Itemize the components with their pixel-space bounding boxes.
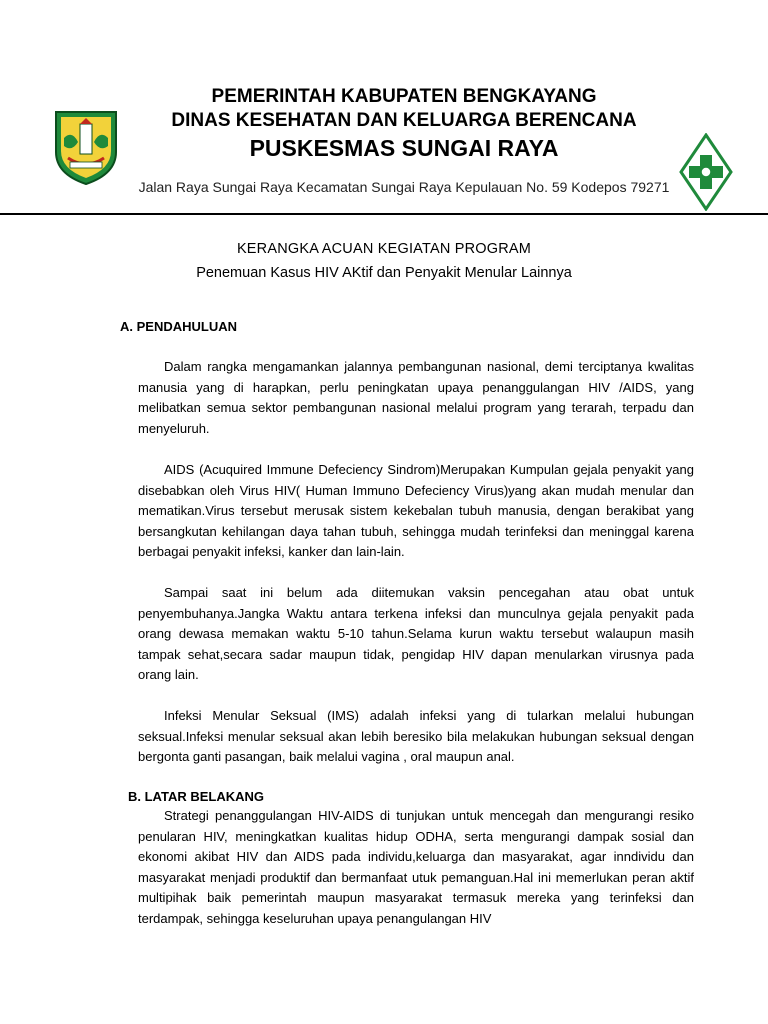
header-divider [0,213,768,215]
paragraph: AIDS (Acuquired Immune Defeciency Sindrom)Merupakan Kumpulan gejala penyakit yang disebabkan oleh Virus HIV( Human Immuno Defeciency Virus)yang akan mudah menular dan mematikan.Virus tersebut merusak sistem kekebalan tubuh manusia, dengan berakibat yang bersangkutan kehilangan daya tahan tubuh, sehingga mudah terinfeksi dan meninggal karena berbagai penyakit infeksi, kanker dan lain-lain. [138,462,694,559]
paragraph: Infeksi Menular Seksual (IMS) adalah infeksi yang di tularkan melalui hubungan seksual.Infeksi menular seksual akan lebih beresiko bila melakukan hubungan seksual dengan bergonta ganti pasangan, baik melalui vagina , oral maupun anal. [138,708,694,764]
paragraph: Strategi penanggulangan HIV-AIDS di tunjukan untuk mencegah dan mengurangi resiko penularan HIV, meningkatkan kualitas hidup ODHA, serta mengurangi dampak sosial dan ekonomi akibat HIV dan AIDS pada individu,keluarga dan masyarakat, agar inndividu dan masyarakat menjadi produktif dan bermanfaat utuk pemanguan.Hal ini memerlukan peran aktif multipihak baik pemerintah maupun masyarakat termasuk mereka yang terinfeksi dan terdampak, sehingga keseluruhan upaya penangulangan HIV [138,808,694,926]
header-puskesmas: PUSKESMAS SUNGAI RAYA [249,135,559,161]
document-title: KERANGKA ACUAN KEGIATAN PROGRAM [236,241,532,257]
header-department: DINAS KESEHATAN DAN KELUARGA BERENCANA [171,110,637,131]
header-government: PEMERINTAH KABUPATEN BENGKAYANG [211,86,597,107]
regency-emblem-logo [52,108,120,186]
document-subtitle: Penemuan Kasus HIV AKtif dan Penyakit Menular Lainnya [196,265,572,281]
paragraph: Sampai saat ini belum ada diitemukan vaksin pencegahan atau obat untuk penyembuhanya.Jangka Waktu antara terkena infeksi dan munculnya gejala penyakit pada orang dewasa memakan waktu 5-10 tahun.Selama kurun waktu tersebut walaupun masih tampak sehat,secara sadar maupun tidak, pengidap HIV dapan menularkan virusnya pada orang lain. [138,585,694,682]
section-heading-pendahuluan: A. PENDAHULUAN [120,319,237,334]
section-heading-latar-belakang: B. LATAR BELAKANG [128,789,265,804]
puskesmas-logo [679,133,733,211]
paragraph: Dalam rangka mengamankan jalannya pembangunan nasional, demi terciptanya kwalitas manusia yang di harapkan, perlu peningkatan upaya penanggulangan HIV /AIDS, yang melibatkan semua sektor pembangunan nasional melalui program yang terarah, terpadu dan menyeluruh. [138,359,694,436]
header-address: Jalan Raya Sungai Raya Kecamatan Sungai Raya Kepulauan No. 59 Kodepos 79271 [138,179,670,195]
